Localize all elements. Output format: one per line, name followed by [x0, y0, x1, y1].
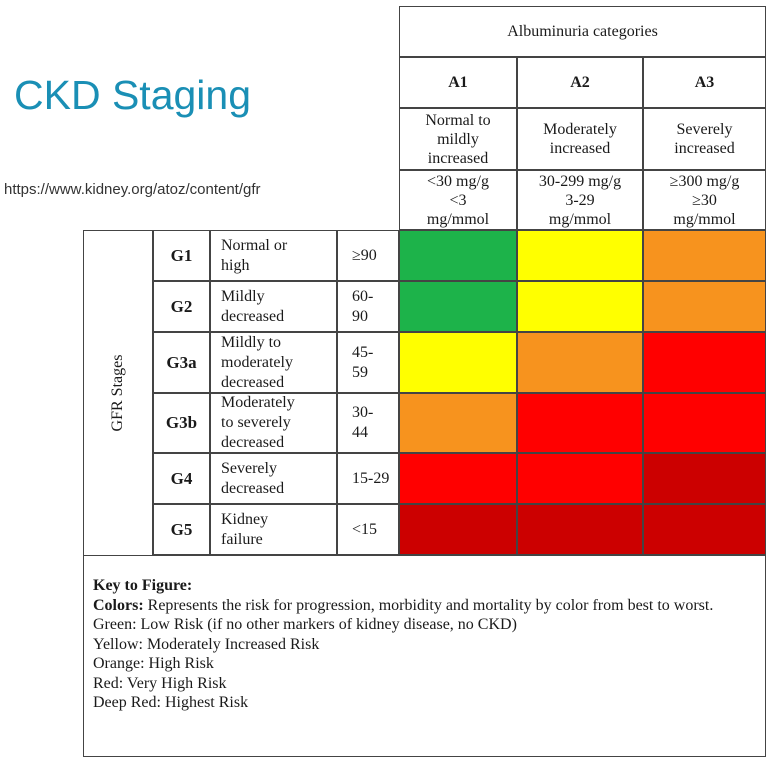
key-colors-label: Colors:: [93, 596, 144, 614]
stage-desc-g3b: Moderately to severely decreased: [210, 393, 337, 453]
risk-cell-g1-a2: [517, 230, 643, 281]
risk-cell-g3b-a1: [399, 393, 517, 453]
risk-cell-g5-a2: [517, 504, 643, 555]
stage-desc-g3a: Mildly to moderately decreased: [210, 332, 337, 393]
key-line-red: Red: Very High Risk: [93, 674, 227, 692]
stage-code-g4: G4: [153, 453, 210, 504]
gfr-stages-label: GFR Stages: [83, 230, 153, 556]
risk-cell-g4-a1: [399, 453, 517, 504]
risk-cell-g1-a1: [399, 230, 517, 281]
stage-desc-g5: Kidney failure: [210, 504, 337, 555]
stage-gfr-g3b: 30- 44: [337, 393, 399, 453]
risk-cell-g2-a1: [399, 281, 517, 332]
key-line-green: Green: Low Risk (if no other markers of kidney disease, no CKD): [93, 616, 517, 633]
risk-cell-g3a-a1: [399, 332, 517, 393]
risk-cell-g4-a3: [643, 453, 766, 504]
stage-code-g3b: G3b: [153, 393, 210, 453]
category-code-a3: A3: [643, 57, 766, 108]
category-desc-a3: Severely increased: [643, 108, 766, 170]
risk-cell-g5-a1: [399, 504, 517, 555]
stage-code-g1: G1: [153, 230, 210, 281]
stage-code-g5: G5: [153, 504, 210, 555]
stage-gfr-g2: 60- 90: [337, 281, 399, 332]
category-desc-a1: Normal to mildly increased: [399, 108, 517, 170]
key-line-yellow: Yellow: Moderately Increased Risk: [93, 635, 320, 653]
risk-cell-g5-a3: [643, 504, 766, 555]
category-range-a1: <30 mg/g <3 mg/mmol: [399, 170, 517, 230]
stage-code-g3a: G3a: [153, 332, 210, 393]
stage-desc-g1: Normal or high: [210, 230, 337, 281]
risk-cell-g3a-a3: [643, 332, 766, 393]
key-colors-text: Represents the risk for progression, morbidity and mortality by color from best to worst.: [147, 596, 714, 614]
stage-gfr-g4: 15-29: [337, 453, 399, 504]
key-line-orange: Orange: High Risk: [93, 655, 214, 672]
source-url: https://www.kidney.org/atoz/content/gfr: [4, 181, 261, 198]
risk-cell-g1-a3: [643, 230, 766, 281]
category-desc-a2: Moderately increased: [517, 108, 643, 170]
key-heading: Key to Figure:: [93, 577, 193, 594]
risk-cell-g4-a2: [517, 453, 643, 504]
category-code-a2: A2: [517, 57, 643, 108]
category-range-a3: ≥300 mg/g ≥30 mg/mmol: [643, 170, 766, 230]
stage-gfr-g5: <15: [337, 504, 399, 555]
risk-cell-g3b-a3: [643, 393, 766, 453]
key-line-deep-red: Deep Red: Highest Risk: [93, 694, 249, 711]
page-title: CKD Staging: [14, 72, 252, 118]
stage-desc-g2: Mildly decreased: [210, 281, 337, 332]
albuminuria-header: Albuminuria categories: [399, 6, 766, 57]
category-code-a1: A1: [399, 57, 517, 108]
risk-cell-g3a-a2: [517, 332, 643, 393]
stage-code-g2: G2: [153, 281, 210, 332]
stage-gfr-g3a: 45- 59: [337, 332, 399, 393]
risk-cell-g2-a3: [643, 281, 766, 332]
risk-cell-g3b-a2: [517, 393, 643, 453]
category-range-a2: 30-299 mg/g 3-29 mg/mmol: [517, 170, 643, 230]
risk-cell-g2-a2: [517, 281, 643, 332]
key-colors-description: [93, 596, 755, 616]
stage-gfr-g1: ≥90: [337, 230, 399, 281]
figure-key: [83, 555, 766, 757]
stage-desc-g4: Severely decreased: [210, 453, 337, 504]
